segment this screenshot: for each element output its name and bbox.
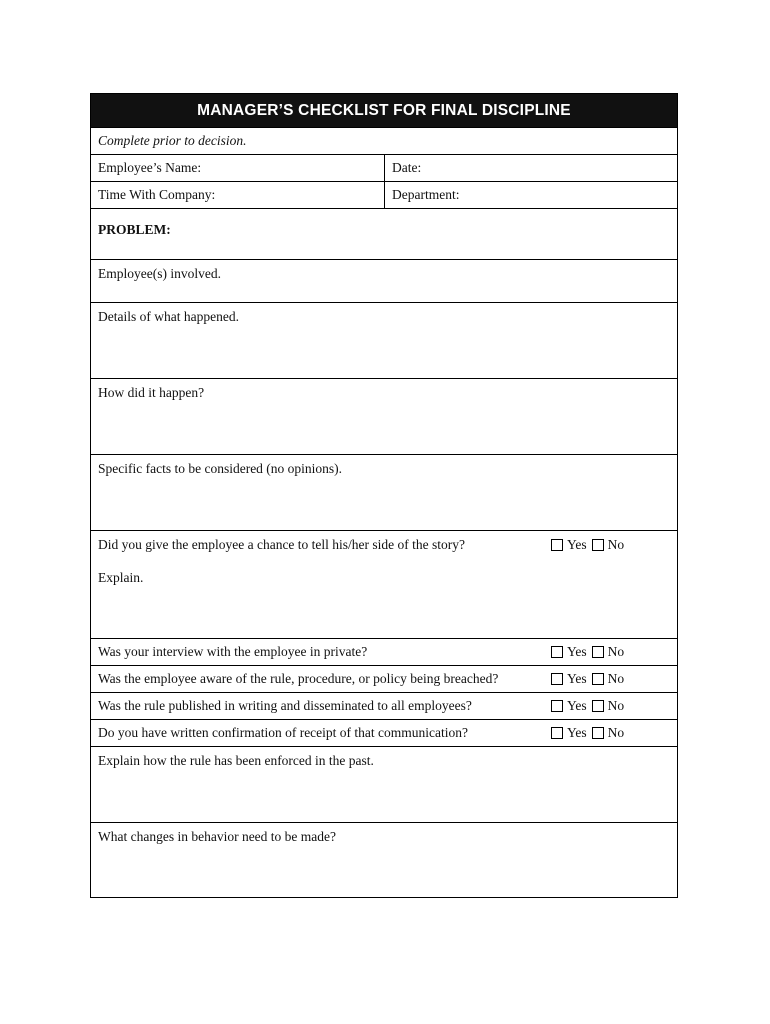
facts-label: Specific facts to be considered (no opinions). xyxy=(98,461,343,476)
enforced-field[interactable] xyxy=(91,746,677,822)
confirmation-row xyxy=(91,719,677,746)
private-yes-checkbox[interactable] xyxy=(551,646,563,658)
employee-name-field[interactable] xyxy=(91,155,385,181)
aware-row xyxy=(91,665,677,692)
yes-label: Yes xyxy=(567,698,587,713)
private-question: Was your interview with the employee in private? xyxy=(98,644,368,659)
published-question: Was the rule published in writing and disseminated to all employees? xyxy=(98,698,472,713)
date-field[interactable] xyxy=(385,155,677,181)
department-label: Department: xyxy=(392,187,460,202)
enforced-label: Explain how the rule has been enforced in the past. xyxy=(98,753,374,768)
yes-label: Yes xyxy=(567,671,587,686)
confirmation-no-checkbox[interactable] xyxy=(592,727,604,739)
no-label: No xyxy=(607,644,625,659)
yes-label: Yes xyxy=(567,725,587,740)
problem-label: PROBLEM: xyxy=(98,222,171,237)
published-yes-no xyxy=(551,698,624,714)
employee-name-label: Employee’s Name: xyxy=(98,160,202,175)
aware-question: Was the employee aware of the rule, procedure, or policy being breached? xyxy=(98,671,499,686)
no-label: No xyxy=(607,698,625,713)
time-with-company-field[interactable] xyxy=(91,182,385,208)
time-with-company-label: Time With Company: xyxy=(98,187,216,202)
private-no-checkbox[interactable] xyxy=(592,646,604,658)
yes-label: Yes xyxy=(567,644,587,659)
details-field[interactable] xyxy=(91,302,677,378)
employees-involved-label: Employee(s) involved. xyxy=(98,266,221,281)
chance-row xyxy=(91,530,677,638)
how-field[interactable] xyxy=(91,378,677,454)
published-row xyxy=(91,692,677,719)
subtitle: Complete prior to decision. xyxy=(98,133,247,148)
confirmation-question: Do you have written confirmation of receipt of that communication? xyxy=(98,725,469,740)
problem-row xyxy=(91,208,677,259)
private-yes-no xyxy=(551,644,624,660)
facts-field[interactable] xyxy=(91,454,677,530)
subtitle-row xyxy=(91,127,677,154)
explain-label: Explain. xyxy=(98,570,144,585)
how-label: How did it happen? xyxy=(98,385,205,400)
confirmation-yes-checkbox[interactable] xyxy=(551,727,563,739)
time-department-row xyxy=(91,181,677,208)
no-label: No xyxy=(607,725,625,740)
aware-yes-checkbox[interactable] xyxy=(551,673,563,685)
published-no-checkbox[interactable] xyxy=(592,700,604,712)
aware-no-checkbox[interactable] xyxy=(592,673,604,685)
checklist-form xyxy=(90,93,678,898)
changes-field[interactable] xyxy=(91,822,677,897)
aware-yes-no xyxy=(551,671,624,687)
details-label: Details of what happened. xyxy=(98,309,239,324)
published-yes-checkbox[interactable] xyxy=(551,700,563,712)
chance-yes-checkbox[interactable] xyxy=(551,539,563,551)
confirmation-yes-no xyxy=(551,725,624,741)
no-label: No xyxy=(607,537,625,552)
date-label: Date: xyxy=(392,160,422,175)
form-title: MANAGER’S CHECKLIST FOR FINAL DISCIPLINE xyxy=(91,94,677,127)
chance-no-checkbox[interactable] xyxy=(592,539,604,551)
chance-yes-no xyxy=(551,537,624,553)
private-row xyxy=(91,638,677,665)
department-field[interactable] xyxy=(385,182,677,208)
name-date-row xyxy=(91,154,677,181)
no-label: No xyxy=(607,671,625,686)
changes-label: What changes in behavior need to be made? xyxy=(98,829,337,844)
chance-question: Did you give the employee a chance to tell his/her side of the story? xyxy=(98,537,466,552)
employees-involved-field[interactable] xyxy=(91,259,677,302)
yes-label: Yes xyxy=(567,537,587,552)
